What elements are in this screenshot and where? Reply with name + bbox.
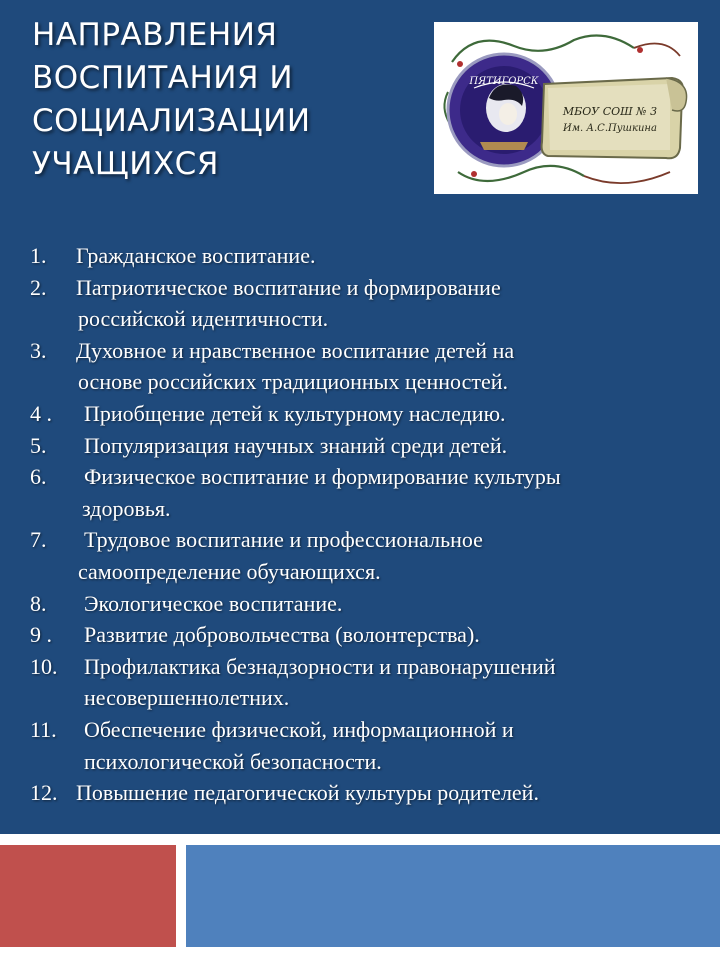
- title-line: ВОСПИТАНИЯ И: [32, 60, 294, 96]
- item-text: Трудовое воспитание и профессиональное: [84, 527, 483, 553]
- list-item: [30, 335, 710, 398]
- list-item: [30, 651, 710, 714]
- item-text-continued: здоровья.: [82, 495, 171, 521]
- list-item: [30, 461, 710, 524]
- item-number: 2.: [30, 274, 47, 300]
- item-text: Профилактика безнадзорности и правонарушений: [84, 653, 556, 679]
- title-line: НАПРАВЛЕНИЯ: [32, 17, 278, 53]
- title-line: СОЦИАЛИЗАЦИИ: [32, 103, 311, 139]
- item-text-continued: несовершеннолетних.: [84, 685, 290, 711]
- item-text-continued: самоопределение обучающихся.: [78, 558, 381, 584]
- item-text-continued: основе российских традиционных ценностей.: [78, 369, 508, 395]
- item-number: 12.: [30, 780, 58, 806]
- list-item: [30, 714, 710, 777]
- item-text: Обеспечение физической, информационной и: [84, 716, 514, 742]
- list-item: [30, 398, 710, 430]
- item-number: 4 .: [30, 400, 52, 426]
- item-text: Развитие добровольчества (волонтерства).: [84, 622, 480, 648]
- list-item: [30, 272, 710, 335]
- title-line: УЧАЩИХСЯ: [32, 146, 219, 182]
- footer-block-red: [0, 845, 176, 947]
- school-logo: [434, 22, 698, 194]
- item-text: Экологическое воспитание.: [84, 590, 343, 616]
- logo-school-named-after: Им. А.С.Пушкина: [563, 123, 657, 134]
- item-number: 8.: [30, 590, 47, 616]
- list-item: [30, 619, 710, 651]
- item-number: 7.: [30, 527, 47, 553]
- list-item: [30, 524, 710, 587]
- list-item: [30, 430, 710, 462]
- item-text: Гражданское воспитание.: [76, 243, 316, 268]
- item-text-continued: российской идентичности.: [78, 306, 329, 332]
- school-emblem-icon: [434, 22, 698, 194]
- item-text: Повышение педагогической культуры родителей.: [76, 780, 539, 806]
- footer-block-blue: [186, 845, 720, 947]
- item-number: 11.: [30, 716, 57, 742]
- item-number: 9 .: [30, 622, 52, 648]
- list-item: [30, 240, 710, 272]
- item-number: 1.: [30, 243, 47, 268]
- item-text: Приобщение детей к культурному наследию.: [84, 400, 506, 426]
- item-number: 6.: [30, 464, 47, 490]
- list-item: [30, 588, 710, 620]
- item-text: Популяризация научных знаний среди детей.: [84, 432, 508, 458]
- item-text: Патриотическое воспитание и формирование: [76, 274, 501, 300]
- directions-list: [30, 240, 710, 809]
- logo-school-name: МБОУ СОШ № 3: [562, 105, 658, 118]
- logo-city-text: ПЯТИГОРСК: [469, 76, 539, 87]
- item-text: Физическое воспитание и формирование культуры: [84, 464, 561, 490]
- item-text-continued: психологической безопасности.: [84, 748, 382, 774]
- item-number: 3.: [30, 337, 47, 363]
- item-number: 10.: [30, 653, 58, 679]
- slide-title: [32, 14, 412, 186]
- item-text: Духовное и нравственное воспитание детей на: [76, 337, 515, 363]
- list-item: [30, 777, 710, 809]
- item-number: 5.: [30, 432, 47, 458]
